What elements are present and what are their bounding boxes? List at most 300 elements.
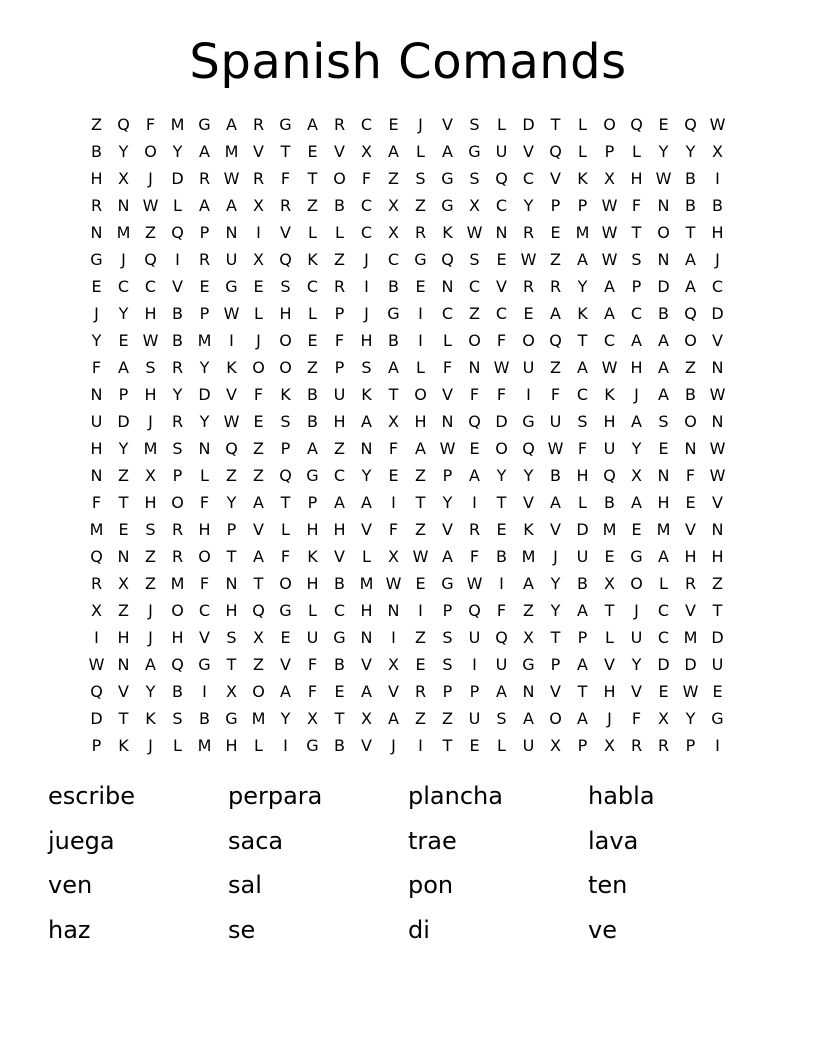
grid-letter: S	[469, 250, 480, 269]
grid-letter: J	[148, 736, 153, 755]
grid-letter: F	[307, 682, 318, 701]
grid-letter: W	[385, 574, 402, 593]
grid-letter: P	[577, 628, 588, 647]
grid-letter: J	[418, 115, 423, 134]
grid-letter: Z	[334, 250, 345, 269]
grid-letter: V	[523, 493, 534, 512]
grid-letter: N	[711, 412, 724, 431]
grid-letter: J	[148, 169, 153, 188]
grid-letter: W	[520, 250, 537, 269]
grid-letter: U	[225, 250, 238, 269]
grid-letter: A	[658, 358, 669, 377]
grid-letter: G	[90, 250, 103, 269]
grid-letter: K	[523, 520, 534, 539]
grid-letter: B	[388, 277, 399, 296]
grid-letter: Y	[550, 574, 561, 593]
grid-letter: X	[631, 466, 642, 485]
grid-letter: M	[197, 736, 212, 755]
grid-letter: O	[684, 412, 697, 431]
grid-letter: E	[307, 331, 318, 350]
grid-letter: P	[550, 196, 561, 215]
grid-row	[83, 273, 731, 300]
grid-letter: N	[684, 439, 697, 458]
grid-letter: H	[576, 466, 589, 485]
grid-letter: T	[631, 223, 642, 242]
grid-letter: R	[252, 169, 265, 188]
grid-letter: D	[495, 412, 508, 431]
grid-letter: L	[578, 142, 587, 161]
grid-letter: B	[496, 547, 507, 566]
grid-letter: E	[253, 277, 264, 296]
grid-letter: N	[441, 412, 454, 431]
grid-letter: A	[442, 547, 453, 566]
grid-letter: O	[603, 115, 616, 134]
grid-letter: Z	[415, 628, 426, 647]
grid-letter: L	[497, 115, 506, 134]
grid-letter: S	[631, 250, 642, 269]
grid-letter: I	[256, 223, 261, 242]
grid-letter: K	[226, 358, 237, 377]
grid-letter: A	[685, 277, 696, 296]
grid-letter: Q	[549, 331, 562, 350]
grid-letter: X	[388, 547, 399, 566]
grid-letter: D	[711, 304, 724, 323]
grid-letter: Q	[279, 466, 292, 485]
grid-letter: X	[361, 142, 372, 161]
grid-letter: R	[333, 277, 346, 296]
grid-letter: O	[144, 142, 157, 161]
letter-grid	[83, 111, 731, 759]
grid-letter: Y	[550, 601, 561, 620]
grid-letter: F	[361, 169, 372, 188]
grid-letter: D	[711, 628, 724, 647]
grid-letter: P	[550, 655, 561, 674]
grid-letter: W	[142, 331, 159, 350]
grid-letter: B	[604, 493, 615, 512]
grid-letter: N	[90, 385, 103, 404]
grid-letter: Q	[603, 466, 616, 485]
grid-letter: A	[361, 412, 372, 431]
grid-letter: Z	[415, 709, 426, 728]
grid-letter: V	[604, 655, 615, 674]
grid-letter: W	[223, 412, 240, 431]
grid-letter: E	[307, 142, 318, 161]
grid-letter: O	[549, 709, 562, 728]
grid-letter: I	[94, 628, 99, 647]
grid-letter: D	[117, 412, 130, 431]
grid-row	[83, 435, 731, 462]
grid-letter: A	[388, 142, 399, 161]
grid-letter: C	[306, 277, 319, 296]
grid-letter: Z	[145, 223, 156, 242]
grid-letter: C	[657, 628, 670, 647]
grid-letter: Z	[118, 466, 129, 485]
grid-letter: H	[684, 547, 697, 566]
grid-letter: P	[280, 439, 291, 458]
grid-letter: J	[121, 250, 126, 269]
grid-letter: E	[658, 115, 669, 134]
grid-letter: Y	[685, 142, 696, 161]
grid-letter: V	[280, 223, 291, 242]
grid-letter: S	[496, 709, 507, 728]
grid-letter: W	[493, 358, 510, 377]
grid-letter: T	[415, 493, 426, 512]
word-list-item: habla	[588, 782, 655, 810]
grid-letter: M	[575, 223, 590, 242]
grid-letter: U	[306, 628, 319, 647]
grid-letter: V	[442, 520, 453, 539]
grid-letter: F	[388, 520, 399, 539]
grid-letter: R	[414, 682, 427, 701]
grid-letter: L	[308, 601, 317, 620]
grid-letter: K	[442, 223, 453, 242]
grid-letter: Z	[253, 466, 264, 485]
grid-letter: N	[441, 277, 454, 296]
grid-letter: V	[334, 547, 345, 566]
grid-letter: I	[364, 277, 369, 296]
grid-letter: D	[522, 115, 535, 134]
grid-letter: L	[335, 223, 344, 242]
grid-letter: F	[199, 493, 210, 512]
grid-letter: V	[550, 169, 561, 188]
grid-letter: X	[604, 574, 615, 593]
grid-letter: A	[631, 412, 642, 431]
grid-letter: W	[709, 115, 726, 134]
grid-letter: T	[388, 385, 399, 404]
grid-letter: F	[496, 385, 507, 404]
grid-letter: T	[334, 709, 345, 728]
grid-letter: H	[603, 412, 616, 431]
grid-letter: F	[91, 358, 102, 377]
grid-letter: B	[307, 385, 318, 404]
grid-letter: F	[253, 385, 264, 404]
grid-letter: H	[630, 358, 643, 377]
grid-letter: X	[550, 736, 561, 755]
grid-letter: A	[658, 547, 669, 566]
grid-letter: T	[712, 601, 723, 620]
grid-letter: W	[88, 655, 105, 674]
grid-letter: A	[415, 439, 426, 458]
word-list-item: haz	[48, 915, 91, 944]
grid-letter: N	[117, 547, 130, 566]
grid-letter: Y	[226, 493, 237, 512]
grid-letter: H	[90, 439, 103, 458]
grid-letter: V	[361, 655, 372, 674]
grid-letter: A	[253, 547, 264, 566]
grid-letter: S	[442, 655, 453, 674]
grid-row	[83, 732, 731, 759]
grid-letter: P	[199, 223, 210, 242]
grid-letter: C	[657, 601, 670, 620]
grid-letter: A	[334, 493, 345, 512]
grid-letter: A	[226, 196, 237, 215]
grid-letter: O	[522, 331, 535, 350]
grid-letter: E	[658, 682, 669, 701]
word-list-item: juega	[48, 826, 115, 855]
grid-letter: Q	[468, 601, 481, 620]
grid-letter: I	[202, 682, 207, 701]
grid-letter: Z	[145, 574, 156, 593]
word-list-item: trae	[408, 826, 457, 855]
grid-letter: V	[496, 277, 507, 296]
grid-letter: Q	[90, 547, 103, 566]
grid-letter: Q	[90, 682, 103, 701]
grid-letter: G	[225, 277, 238, 296]
grid-row	[83, 543, 731, 570]
grid-letter: C	[522, 169, 535, 188]
grid-row	[83, 597, 731, 624]
grid-letter: Z	[118, 601, 129, 620]
grid-letter: V	[685, 520, 696, 539]
grid-letter: Z	[334, 439, 345, 458]
grid-row	[83, 381, 731, 408]
grid-letter: G	[198, 115, 211, 134]
grid-letter: B	[307, 412, 318, 431]
grid-letter: W	[466, 574, 483, 593]
grid-letter: X	[388, 655, 399, 674]
grid-letter: Y	[118, 439, 129, 458]
grid-letter: N	[198, 439, 211, 458]
grid-letter: K	[118, 736, 129, 755]
grid-letter: C	[333, 466, 346, 485]
grid-letter: R	[522, 277, 535, 296]
grid-letter: X	[469, 196, 480, 215]
grid-letter: Q	[225, 439, 238, 458]
grid-row	[83, 300, 731, 327]
grid-letter: J	[634, 385, 639, 404]
grid-letter: R	[171, 547, 184, 566]
grid-letter: R	[90, 574, 103, 593]
grid-letter: D	[198, 385, 211, 404]
grid-letter: Y	[118, 304, 129, 323]
grid-letter: A	[496, 682, 507, 701]
grid-letter: B	[712, 196, 723, 215]
grid-row	[83, 408, 731, 435]
grid-letter: S	[442, 628, 453, 647]
grid-letter: C	[117, 277, 130, 296]
grid-letter: U	[549, 412, 562, 431]
word-list-item: ven	[48, 871, 93, 899]
grid-letter: R	[171, 412, 184, 431]
grid-letter: I	[391, 628, 396, 647]
grid-letter: J	[148, 628, 153, 647]
grid-letter: S	[145, 520, 156, 539]
grid-letter: D	[657, 277, 670, 296]
grid-letter: K	[145, 709, 156, 728]
grid-letter: F	[91, 493, 102, 512]
grid-letter: X	[145, 466, 156, 485]
grid-letter: Y	[496, 466, 507, 485]
grid-letter: K	[280, 385, 291, 404]
grid-row	[83, 678, 731, 705]
grid-letter: A	[577, 709, 588, 728]
grid-letter: I	[283, 736, 288, 755]
grid-row	[83, 138, 731, 165]
grid-letter: H	[630, 169, 643, 188]
grid-letter: C	[360, 223, 373, 242]
grid-letter: A	[388, 358, 399, 377]
grid-letter: I	[418, 601, 423, 620]
grid-letter: G	[468, 142, 481, 161]
grid-letter: H	[144, 385, 157, 404]
grid-letter: N	[468, 358, 481, 377]
grid-letter: V	[118, 682, 129, 701]
grid-letter: E	[523, 304, 534, 323]
grid-letter: A	[199, 142, 210, 161]
grid-letter: I	[472, 493, 477, 512]
grid-letter: Z	[226, 466, 237, 485]
grid-letter: A	[604, 304, 615, 323]
grid-letter: T	[226, 655, 237, 674]
grid-letter: V	[253, 142, 264, 161]
grid-letter: F	[469, 385, 480, 404]
grid-letter: Z	[415, 520, 426, 539]
grid-letter: W	[601, 250, 618, 269]
grid-letter: C	[576, 385, 589, 404]
grid-letter: N	[225, 223, 238, 242]
grid-letter: V	[442, 385, 453, 404]
grid-letter: O	[279, 574, 292, 593]
grid-letter: E	[631, 520, 642, 539]
grid-letter: R	[414, 223, 427, 242]
grid-letter: E	[91, 277, 102, 296]
grid-letter: O	[279, 331, 292, 350]
grid-letter: V	[361, 736, 372, 755]
grid-letter: V	[388, 682, 399, 701]
grid-letter: U	[603, 439, 616, 458]
grid-letter: P	[91, 736, 102, 755]
grid-letter: J	[148, 412, 153, 431]
grid-letter: V	[685, 601, 696, 620]
grid-letter: Y	[280, 709, 291, 728]
grid-row	[83, 462, 731, 489]
grid-letter: L	[632, 142, 641, 161]
grid-letter: J	[148, 601, 153, 620]
grid-letter: E	[415, 655, 426, 674]
grid-letter: J	[607, 709, 612, 728]
grid-letter: Q	[684, 304, 697, 323]
grid-letter: N	[387, 601, 400, 620]
grid-letter: L	[173, 736, 182, 755]
grid-letter: U	[522, 358, 535, 377]
grid-letter: F	[685, 466, 696, 485]
grid-letter: H	[360, 331, 373, 350]
grid-letter: R	[171, 520, 184, 539]
grid-letter: D	[576, 520, 589, 539]
grid-letter: O	[657, 223, 670, 242]
grid-letter: S	[280, 277, 291, 296]
grid-letter: W	[466, 223, 483, 242]
grid-letter: Y	[172, 385, 183, 404]
grid-letter: V	[550, 520, 561, 539]
grid-letter: O	[171, 601, 184, 620]
grid-letter: N	[711, 520, 724, 539]
grid-letter: G	[306, 466, 319, 485]
grid-letter: A	[604, 277, 615, 296]
grid-letter: J	[391, 736, 396, 755]
grid-letter: P	[442, 466, 453, 485]
grid-letter: L	[173, 196, 182, 215]
grid-letter: Q	[468, 412, 481, 431]
grid-letter: P	[442, 601, 453, 620]
grid-letter: U	[576, 547, 589, 566]
grid-letter: J	[364, 304, 369, 323]
grid-letter: F	[496, 331, 507, 350]
grid-letter: P	[577, 196, 588, 215]
grid-letter: B	[685, 169, 696, 188]
grid-letter: A	[523, 709, 534, 728]
grid-letter: Z	[685, 358, 696, 377]
grid-letter: S	[658, 412, 669, 431]
grid-letter: S	[280, 412, 291, 431]
grid-letter: Z	[91, 115, 102, 134]
grid-letter: Z	[307, 196, 318, 215]
grid-letter: B	[91, 142, 102, 161]
grid-row	[83, 111, 731, 138]
grid-letter: A	[577, 601, 588, 620]
word-list-item: escribe	[48, 782, 135, 810]
grid-letter: E	[712, 682, 723, 701]
grid-letter: V	[712, 331, 723, 350]
grid-letter: N	[711, 358, 724, 377]
grid-letter: T	[550, 115, 561, 134]
grid-letter: G	[441, 574, 454, 593]
grid-letter: G	[333, 628, 346, 647]
grid-letter: X	[523, 628, 534, 647]
grid-letter: Y	[577, 277, 588, 296]
grid-letter: X	[91, 601, 102, 620]
grid-letter: R	[630, 736, 643, 755]
grid-letter: M	[89, 520, 104, 539]
grid-letter: E	[388, 466, 399, 485]
grid-letter: X	[388, 223, 399, 242]
grid-letter: J	[94, 304, 99, 323]
grid-letter: S	[469, 115, 480, 134]
grid-row	[83, 327, 731, 354]
grid-letter: Q	[549, 142, 562, 161]
grid-letter: E	[118, 520, 129, 539]
grid-letter: B	[334, 196, 345, 215]
grid-letter: H	[711, 547, 724, 566]
grid-letter: L	[254, 304, 263, 323]
grid-letter: V	[361, 520, 372, 539]
grid-letter: M	[224, 142, 239, 161]
grid-letter: D	[171, 169, 184, 188]
grid-letter: C	[441, 304, 454, 323]
grid-letter: A	[361, 493, 372, 512]
grid-letter: H	[279, 304, 292, 323]
grid-letter: O	[495, 439, 508, 458]
grid-letter: Y	[172, 142, 183, 161]
grid-letter: C	[495, 196, 508, 215]
grid-letter: A	[550, 493, 561, 512]
grid-letter: R	[252, 115, 265, 134]
grid-letter: I	[472, 655, 477, 674]
grid-letter: I	[229, 331, 234, 350]
grid-letter: P	[442, 682, 453, 701]
grid-letter: I	[391, 493, 396, 512]
grid-row	[83, 570, 731, 597]
grid-letter: H	[225, 736, 238, 755]
word-list-item: lava	[588, 826, 639, 855]
grid-letter: K	[307, 250, 318, 269]
grid-letter: F	[631, 709, 642, 728]
grid-letter: U	[468, 628, 481, 647]
grid-letter: T	[685, 223, 696, 242]
grid-letter: R	[657, 736, 670, 755]
grid-letter: B	[334, 655, 345, 674]
grid-letter: P	[334, 304, 345, 323]
